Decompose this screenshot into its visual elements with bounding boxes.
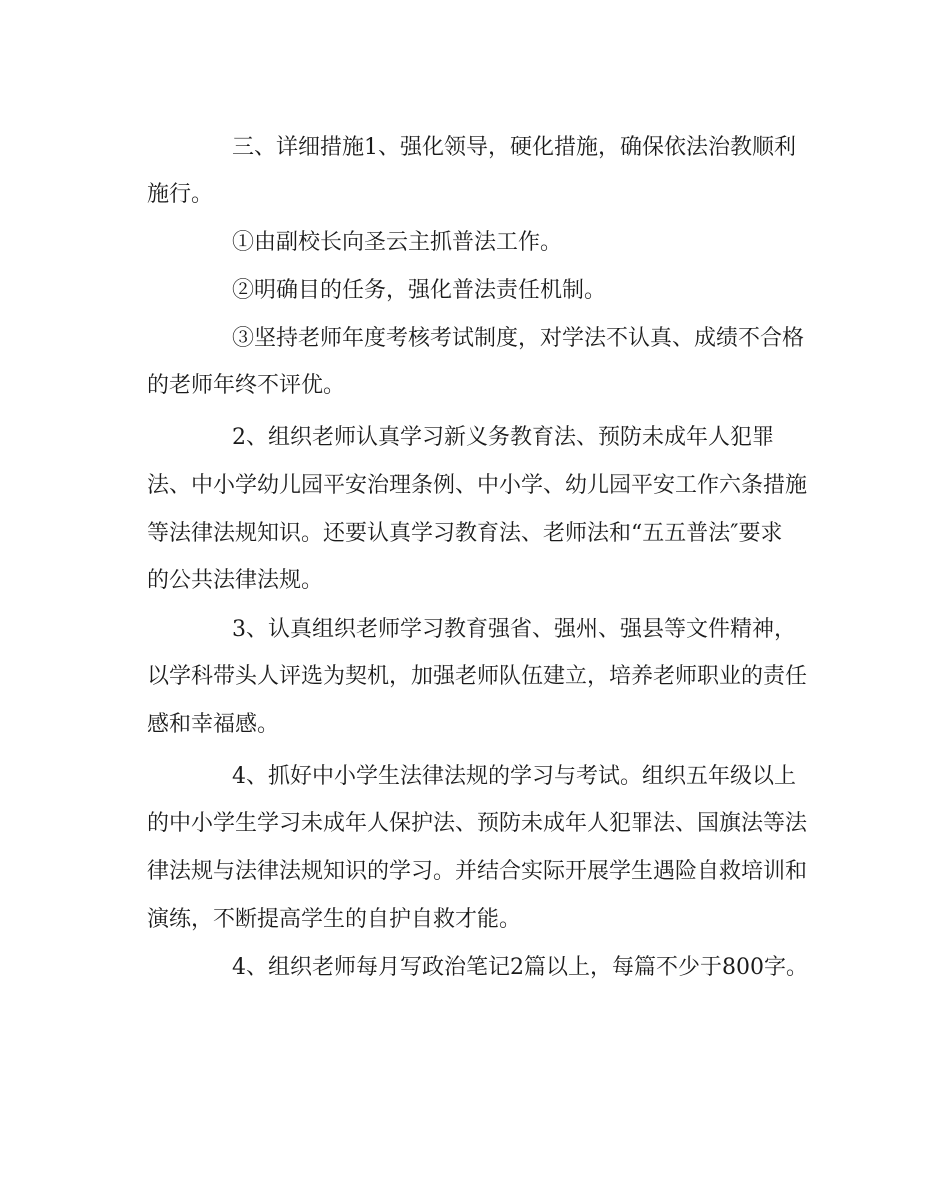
paragraph-line: 的公共法律法规。: [147, 568, 324, 593]
paragraph-line: 演练，不断提高学生的自护自救才能。: [147, 907, 522, 932]
paragraph-line: 律法规与法律法规知识的学习。并结合实际开展学生遇险自救培训和: [147, 859, 808, 884]
paragraph-line: ③坚持老师年度考核考试制度，对学法不认真、成绩不合格: [232, 326, 805, 351]
paragraph-line: 的中小学生学习未成年人保护法、预防未成年人犯罪法、国旗法等法: [147, 811, 808, 836]
paragraph-line: 感和幸福感。: [147, 712, 280, 737]
paragraph-line: 3、认真组织老师学习教育强省、强州、强县等文件精神，: [232, 617, 796, 642]
paragraph-line: 等法律法规知识。还要认真学习教育法、老师法和“五五普法″要求: [147, 521, 783, 546]
paragraph-line: 施行。: [147, 182, 214, 207]
paragraph-line: 以学科带头人评选为契机，加强老师队伍建立，培养老师职业的责任: [147, 664, 808, 689]
paragraph-line: 4、抓好中小学生法律法规的学习与考试。组织五年级以上: [232, 764, 796, 789]
paragraph-line: ①由副校长向圣云主抓普法工作。: [232, 230, 563, 255]
paragraph-line: 法、中小学幼儿园平安治理条例、中小学、幼儿园平安工作六条措施: [147, 473, 808, 498]
paragraph-line: 4、组织老师每月写政治笔记2篇以上，每篇不少于800字。: [232, 955, 808, 980]
paragraph-line: 的老师年终不评优。: [147, 373, 346, 398]
paragraph-line: 2、组织老师认真学习新义务教育法、预防未成年人犯罪: [232, 425, 774, 450]
paragraph-line: ②明确目的任务，强化普法责任机制。: [232, 278, 607, 303]
paragraph-line: 三、详细措施1、强化领导，硬化措施，确保依法治教顺利: [232, 135, 796, 160]
